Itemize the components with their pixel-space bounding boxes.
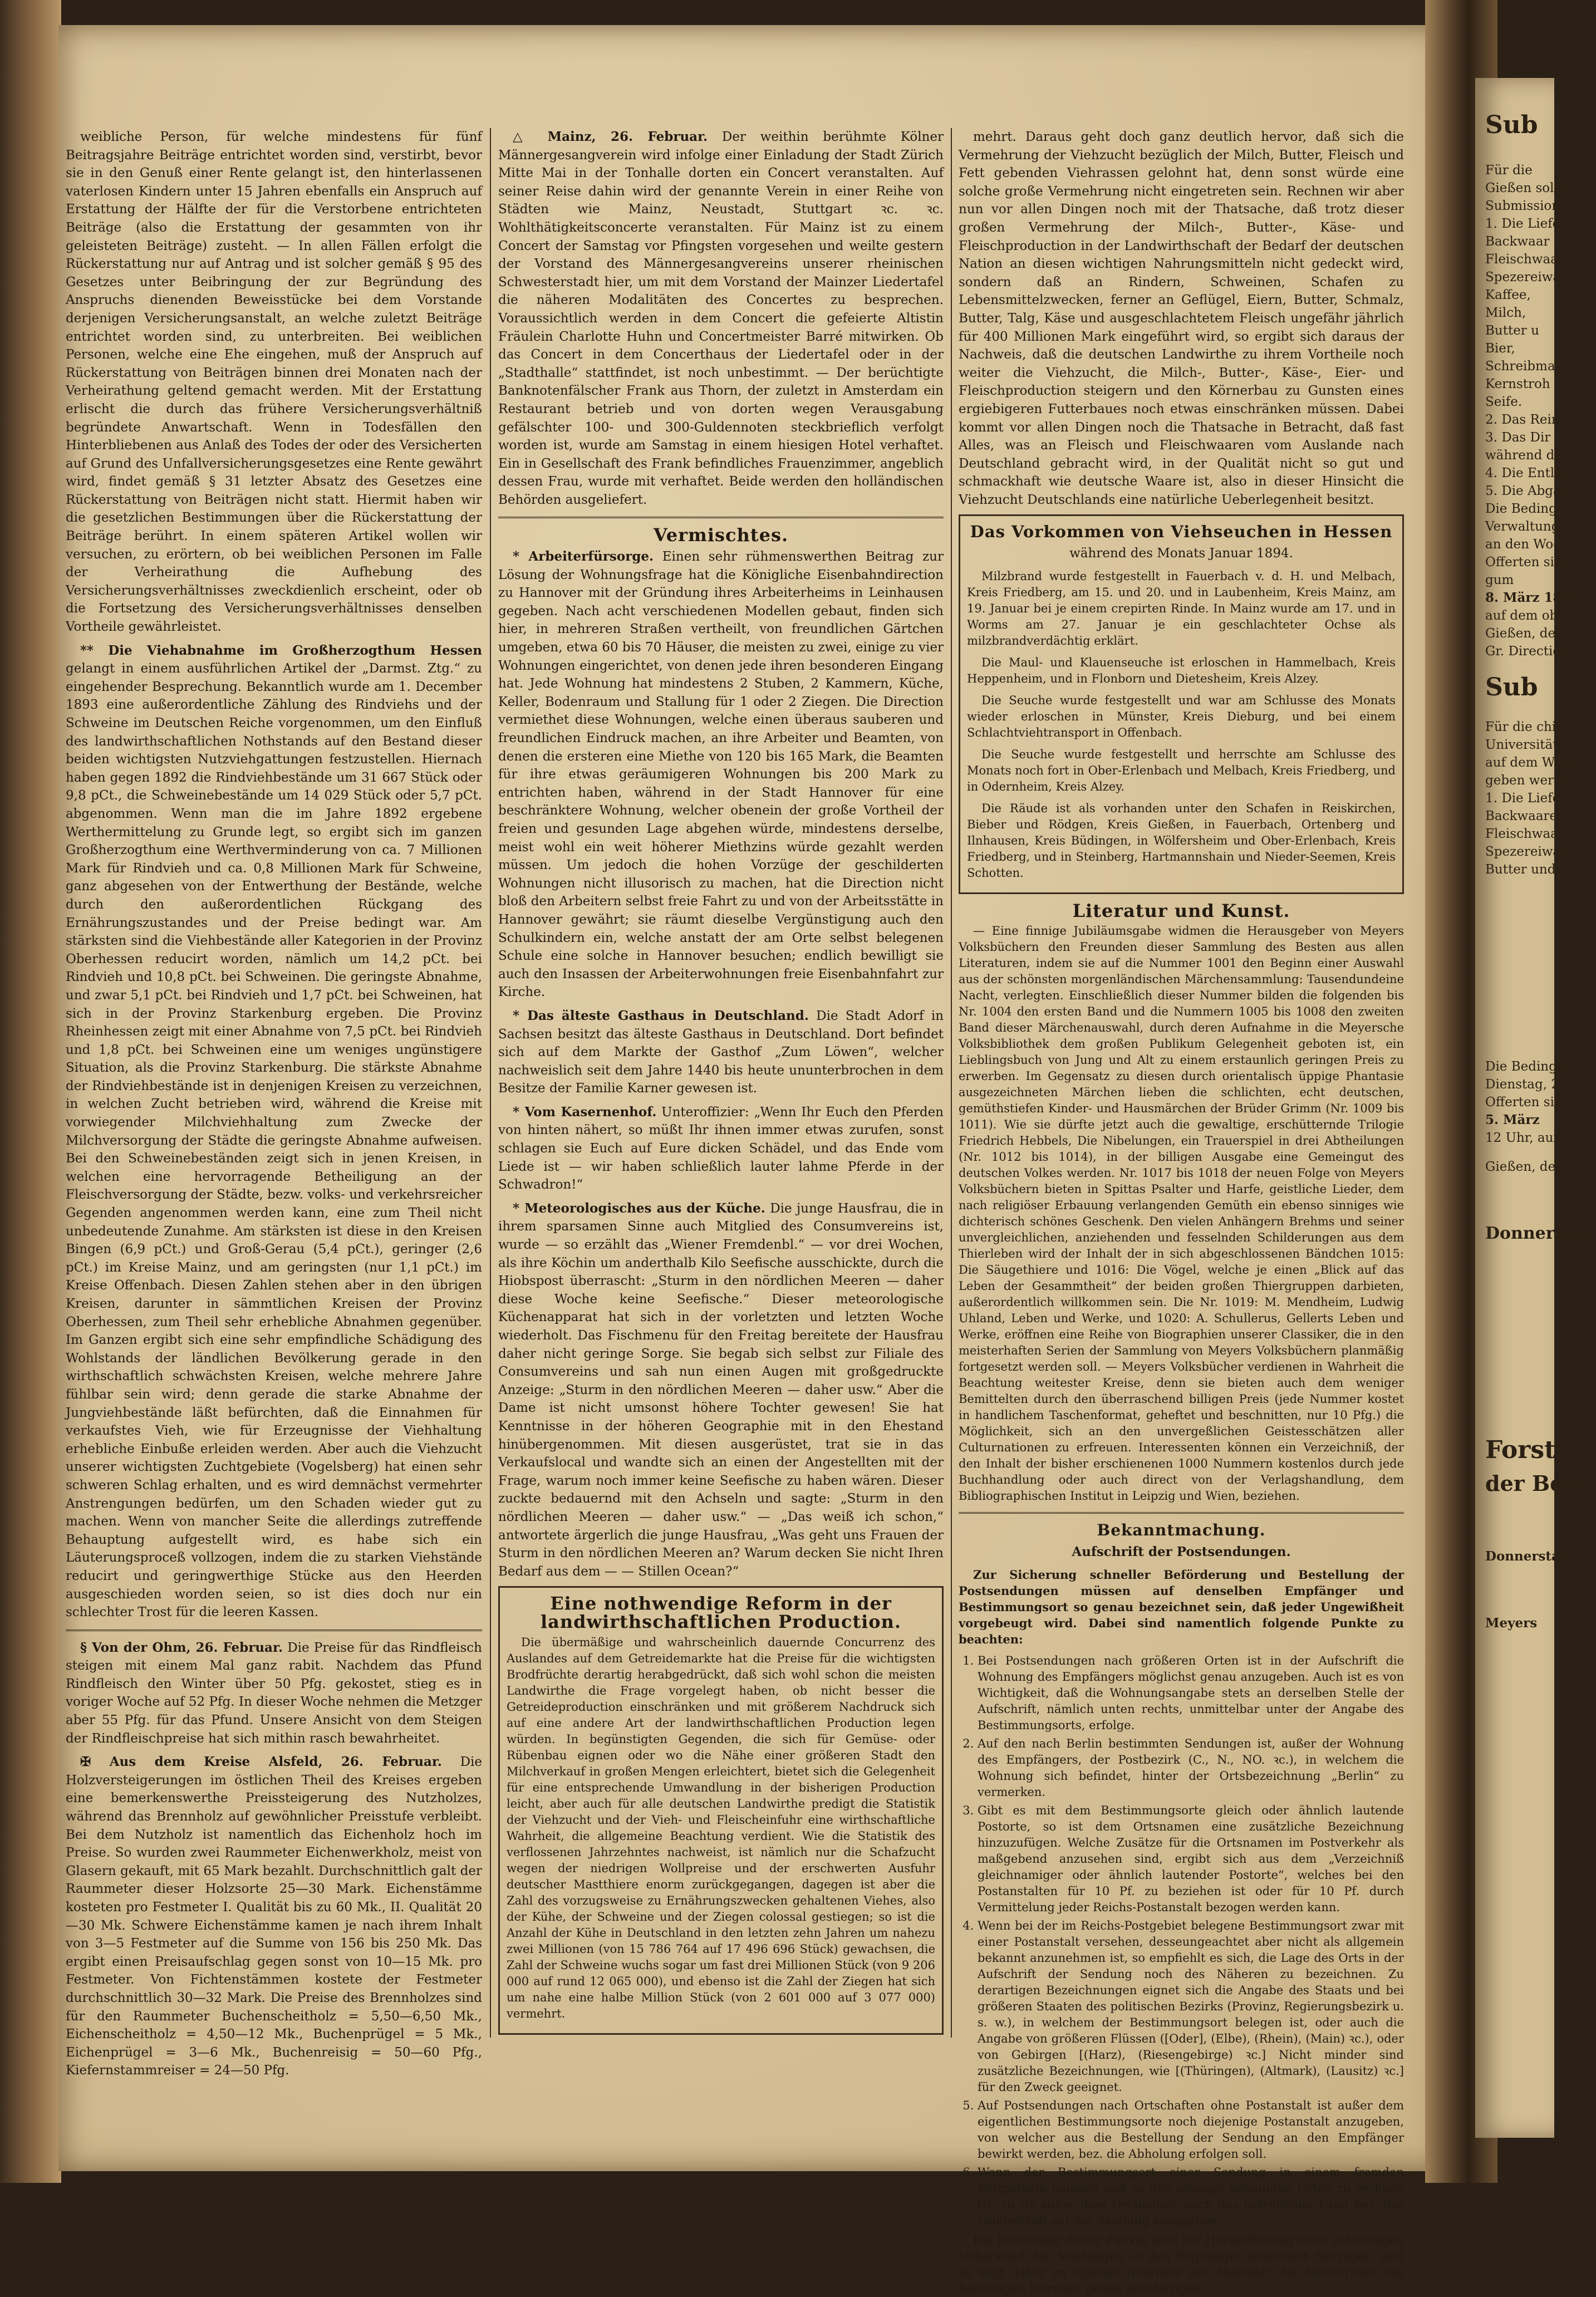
next-page-line: Gießen, der	[1485, 626, 1562, 641]
paragraph-seuche-erloschen: Die Seuche wurde festgestellt und war am Schlusse des Monats wieder erloschen in Münster, Kreis Dieburg, und bei einem Schlachtviehtransport in Offenbach.	[967, 693, 1396, 739]
paragraph-maulseuche: Die Maul- und Klauenseuche ist erloschen in Hammelbach, Kreis Heppenheim, und in Flonborn und Dietesheim, Kreis Alzey.	[967, 655, 1396, 685]
list-item: 6. Wenn der Bestimmungsort einer Sendung in einem fremden Postgebiete belegen und zu den weniger bekannten Orten zu rechnen ist, so ist außer dem Ortsnamen noch das betreffende Land bez. der Landestheil auf der Sendung anzugeben.	[978, 2165, 1404, 2229]
next-page-line: 5. März	[1485, 1112, 1540, 1127]
paragraph-post-closing: Die Beachtung dieser Punkte wird zur Herbeiführung einer schleunigen Ueberkunft der Sendungen an den Empfänger wesentlich beitragen, und es liegt daher im eigenen Interesse der Absender, die Aufschriften der Sendungen hiernach genau anzufertigen.	[959, 2234, 1404, 2296]
text-ohm: Die Preise für das Rindfleisch steigen mit einem Mal ganz rabit. Nachdem das Pfund Rindfleisch den Winter über 50 Pfg. gekostet, stieg es in voriger Woche auf 52 Pfg. In dieser Woche nehmen die Metzger aber 55 Pfg. für das Pfund. Unsere Ansicht von dem Steigen der Rindfleischpreise hat sich mithin rasch bewahrheitet.	[66, 1640, 482, 1746]
next-page-line: Kaffee,	[1485, 288, 1531, 302]
lead-ohm: § Von der Ohm, 26. Februar.	[80, 1640, 283, 1655]
next-page-heading: Sub	[1485, 673, 1538, 701]
next-page-line: Gießen, der	[1485, 1160, 1562, 1174]
article-subheading-viehseuchen: während des Monats Januar 1894.	[1069, 546, 1293, 561]
next-page-line: geben werden:	[1485, 773, 1582, 788]
text-arbeiterfuersorge: Einen sehr rühmenswerthen Beitrag zur Lösung der Wohnungsfrage hat die Königliche Eisenbahndirection zu Hannover mit der Gründung ihres Arbeiterheims in Leinhausen gegeben. Nach acht verschiedenen Modellen gebaut, finden sich hier, in mehreren Straßen vertheilt, von freundlichen Gärtchen umgeben, etwa 60 bis 70 Häuser, die meisten zu zwei, einige zu vier Wohnungen eingerichtet, von denen jede ihren besonderen Eingang hat. Jede Wohnung hat mindestens 2 Stuben, 2 Kammern, Küche, Keller, Bodenraum und Stallung für 1 oder 2 Ziegen. Die Direction vermiethet diese Wohnungen, welche einen überaus sauberen und freundlichen Eindruck machen, an ihre Arbeiter und Beamten, von denen die ersteren eine Miethe von 120 bis 165 Mark, die Beamten für ihre etwas geräumigeren Wohnungen bis 200 Mark zu entrichten haben, während in der Stadt Hannover für eine beschränktere Wohnung, welcher obenein der große Vortheil der freien und gesunden Lage abgehen würde, mindestens derselbe, meist wohl ein weit höherer Miethzins würde gezahlt werden müssen. Um jedoch die hohen Vorzüge der geschilderten Wohnungen nicht illusorisch zu machen, hat die Direction nicht bloß den Arbeitern selbst freie Fahrt zu und von der Arbeitsstätte in Hannover gewährt; sie räumt dieselbe Vergünstigung auch den Schulkindern ein, welche anstatt der am Orte selbst belegenen Schule eine solche in Hannover besuchen; endlich bewilligt sie auch den Insassen der Arbeiterwohnungen freie Eisenbahnfahrt zur Kirche.	[498, 549, 944, 1000]
article-heading-viehseuchen: Das Vorkommen von Viehseuchen in Hessen	[970, 522, 1393, 542]
paragraph-reform-continued: mehrt. Daraus geht doch ganz deutlich hervor, daß sich die Vermehrung der Viehzucht bezüglich der Milch, Butter, Fleisch und Fett gebenden Viehrassen gelohnt hat, denn sonst würde eine solche große Vermehrung nicht eingetreten sein. Rechnen wir aber nun vor allen Dingen noch mit der Thatsache, daß trotz dieser großen Vermehrung der Milch-, Butter-, Käse- und Fleischproduction in der Landwirthschaft der Bedarf der deutschen Nation an diesen wichtigen Nahrungsmitteln nicht gedeckt wird, sondern daß an Rindern, Schweinen, Schafen zu Lebensmittelzwecken, ferner an Geflügel, Eiern, Butter, Schmalz, Butter, Talg, Käse und ausgeschlachtetem Fleisch ungefähr jährlich für 400 Millionen Mark eingeführt wird, so ergibt sich daraus der Nachweis, daß die deutschen Landwirthe zu ihrem Vortheile noch weiter die Viehzucht, die Milch-, Butter-, Käse-, Eier- und Fleischproduction steigern und den Körnerbau zu Gunsten eines ergiebigeren Futterbaues noch etwas einschränken müssen. Dabei kommt vor allen Dingen noch die Thatsache in Betracht, daß fast Alles, was an Fleisch und Fleischwaaren vom Auslande nach Deutschland gebracht wird, in der Qualität nicht so gut und schmackhaft wie deutsche Waare ist, also in dieser Hinsicht die Viehzucht Deutschlands eine natürliche Ueberlegenheit besitzt.	[959, 130, 1404, 507]
lead-kasernenhof: * Vom Kasernenhof.	[513, 1104, 657, 1120]
paragraph-kasernenhof	[498, 1103, 944, 1194]
paragraph-alsfeld	[66, 1753, 482, 2080]
divider	[959, 1512, 1404, 1514]
next-page-line: Butter und	[1485, 862, 1556, 877]
next-page-heading: der Bers	[1485, 1471, 1587, 1496]
next-page-line: Dienstag, 27	[1485, 1077, 1568, 1092]
lead-mainz: △ Mainz, 26. Februar.	[513, 129, 708, 144]
paragraph-literatur: — Eine finnige Jubiläumsgabe widmen die Herausgeber von Meyers Volksbüchern den Freunden dieser Sammlung des Besten aus allen Literaturen, indem sie auf die Nummer 1001 den Beginn einer Auswahl aus der schönsten morgenländischen Märchensammlung: Tausendundeine Nacht, verlegten. Einschließlich dieser Nummer bilden die folgenden bis Nr. 1004 den ersten Band und die Nummern 1005 bis 1008 den zweiten Band dieser Märchenauswahl, durch deren Aufnahme in die Meyersche Volksbibliothek dem großen Publikum Gelegenheit geboten ist, ein Lieblingsbuch von Jung und Alt zu einem erstaunlich geringen Preis zu erwerben. Im Gegensatz zu diesen durch orientalisch üppige Phantasie ausgezeichneten Märchen lieben die schlichten, echt deutschen, gemüthstiefen Kinder- und Hausmärchen der Brüder Grimm (Nr. 1009 bis 1011). Wie sie dürfte jetzt auch die gewaltige, erschütternde Trilogie Friedrich Hebbels, Die Nibelungen, ein Trauerspiel in drei Abtheilungen (Nr. 1012 bis 1014), in der billigen Ausgabe eine Gemeingut des deutschen Volkes werden. Nr. 1017 bis 1018 der neuen Folge von Meyers Volksbüchern bieten in Spittas Psalter und Harfe, geistliche Lieder, dem nach religiöser Erbauung verlangenden Gemüth ein ebenso sinniges wie dichterisch schönes Geschenk. Den vielen Anhängern Brehms und seiner unvergleichlichen, anziehenden und fesselnden Schilderungen aus dem Thierleben wird der Inhalt der in sich abgeschlossenen Bändchen 1015: Die Säugethiere und 1016: Die Vögel, welche je einen „Blick auf das Leben der Gesammtheit“ der beiden großen Thiergruppen darbieten, außerordentlich willkommen sein. Die Nr. 1019: M. Mendheim, Ludwig Uhland, Leben und Werke, und 1020: A. Schullerus, Gellerts Leben und Werke, eröffnen eine Reihe von Biographien unserer Classiker, die in den meisterhaften Serien der Sammlung von Meyers Volksbüchern planmäßig fortgesetzt werden soll. — Meyers Volksbücher verdienen in Wahrheit die Beachtung weitester Kreise, denn sie bieten auch dem weniger Bemittelten durch den überraschend billigen Preis (jede Nummer kostet in handlichem Taschenformat, geheftet und beschnitten, nur 10 Pfg.) die Möglichkeit, sich an den unvergeßlichen Geistesschätzen aller Culturnationen zu erfreuen. Interessenten können ein Verzeichniß, der den Inhalt der bisher erschienenen 1000 Nummern kostenlos durch jede Buchhandlung oder auch direct von der Verlagshandlung, dem Bibliographischen Institut in Leipzig und Wien, beziehen.	[959, 924, 1404, 1503]
list-item: 2. Auf den nach Berlin bestimmten Sendungen ist, außer der Wohnung des Empfängers, der Postbezirk (C., N., NO. ꝛc.), in welchem die Wohnung sich befindet, hinter der Ortsbezeichnung „Berlin“ zu vermerken.	[978, 1736, 1404, 1800]
next-page-line: gum	[1485, 573, 1514, 587]
column-rule-1	[490, 128, 491, 2038]
text-kueche: Die junge Hausfrau, die in ihrem sparsamen Sinne auch Mitglied des Consumvereins ist, wurde — so erzählt das „Wiener Fremdenbl.“ — vor drei Wochen, als ihre Köchin um anderthalb Kilo Seefische ausschickte, durch die Hiobspost überrascht: „Sturm in den nördlichen Meeren — daher diese Woche keine Seefische.“ Dieser meteorologische Küchenapparat hat sich in der vorletzten und letzten Woche wiederholt. Das Fischmenu für den Freitag bereitete der Hausfrau daher nicht geringe Sorge. Sie begab sich selbst zur Filiale des Consumvereins und sah nun einen Augen mit großgedruckte Anzeige: „Sturm in den nördlichen Meeren — daher usw.“ Aber die Dame ist nicht umsonst höhere Tochter gewesen! Sie hat Kenntnisse in der höheren Geographie mit in den Ehestand hinübergenommen. Mit diesen ausgerüstet, trat sie in das Verkaufslocal und wandte sich an einen der Angestellten mit der Frage, warum noch immer keine Seefische zu haben wären. Dieser zuckte bedauernd mit den Achseln und sagte: „Sturm in den nördlichen Meeren — daher usw.“ — „Das weiß ich schon,“ antwortete ärgerlich die junge Hausfrau, „Was geht uns Frauen der Sturm in den nördlichen Meeren an? Warum decken Sie nicht Ihren Bedarf aus dem — — Stillen Ocean?“	[498, 1201, 944, 1579]
next-page-line: an den Wochent	[1485, 537, 1590, 552]
next-page-line: 5. Die Abgab	[1485, 484, 1569, 498]
next-page-line: auf dem obe	[1485, 608, 1565, 623]
next-page-line: Spezereiwaa	[1485, 845, 1568, 859]
subheading-postsendungen: Aufschrift der Postsendungen.	[1072, 1544, 1291, 1559]
column-2	[498, 128, 944, 2038]
next-page-line: Backwaaren,	[1485, 809, 1570, 823]
next-page-line: 8. März 1894	[1485, 590, 1580, 605]
next-page-line: Fleischwaar	[1485, 252, 1564, 267]
next-page-line: Milch,	[1485, 306, 1526, 320]
next-page-heading: Sub	[1485, 111, 1538, 139]
divider	[66, 1630, 482, 1631]
section-heading-literatur: Literatur und Kunst.	[1072, 900, 1290, 921]
next-page-line: während des	[1485, 448, 1569, 463]
next-page-line: Gr. Direction	[1485, 644, 1569, 659]
column-1	[66, 128, 483, 2078]
lead-gasthaus: * Das älteste Gasthaus in Deutschland.	[513, 1008, 809, 1023]
paragraph-livestock-decline	[66, 642, 482, 1622]
next-page-line: Gießen sollen	[1485, 181, 1574, 195]
next-page-line: Butter u	[1485, 323, 1539, 338]
list-item: 1. Bei Postsendungen nach größeren Orten ist in der Aufschrift die Wohnung des Empfängers möglichst genau anzugeben. Auch ist es von Wichtigkeit, daß die Wohnungsangabe stets an derselben Stelle der Aufschrift, nämlich unten rechts, unmittelbar unter der Angabe des Bestimmungsorts, erfolge.	[978, 1653, 1404, 1734]
list-item: 4. Wenn bei der im Reichs-Postgebiet belegene Bestimmungsort zwar mit einer Postanstalt versehen, desseungeachtet aber nicht als allgemein bekannt anzunehmen ist, so empfiehlt es sich, die Lage des Orts in der Aufschrift der Sendung noch des Näheren zu bezeichnen. Zu derartigen Bezeichnungen eignet sich die Angabe des Staats und bei größeren Staaten des politischen Bezirks (Provinz, Regierungsbezirk u. s. w.), in welchem der Bestimmungsort belegen ist, oder auch die Angabe von größeren Flüssen ([Oder], (Elbe), (Rhein), (Main) ꝛc.), oder von Gebirgen [(Harz), (Riesengebirge) ꝛc.] Nicht minder sind zusätzliche Bezeichnungen, wie [(Thüringen), (Altmark), (Lausitz) ꝛc.] für den Zweck geeignet.	[978, 1918, 1404, 2095]
section-heading-vermischtes: Vermischtes.	[653, 524, 789, 546]
next-page-line: 1. Die Liefer	[1485, 217, 1566, 231]
paragraph-raeude: Die Räude ist als vorhanden unter den Schafen in Reiskirchen, Bieber und Rödgen, Kreis Gießen, in Fauerbach, Ortenberg und Ilnhausen, Kreis Büdingen, in Wölfersheim und Ober-Erlenbach, Kreis Friedberg, und in Steinberg, Hartmannshain und Nieder-Seemen, Kreis Schotten.	[967, 801, 1396, 880]
next-page-line: Verwaltungsbure	[1485, 519, 1596, 534]
next-page-heading: Forst	[1485, 1436, 1556, 1464]
paragraph-gasthaus	[498, 1007, 944, 1098]
text-kasernenhof: Unteroffizier: „Wenn Ihr Euch den Pferden von hinten nähert, so müßt Ihr ihnen immer etwas zurufen, sonst schlagen sie Euch auf Eure dicken Schädel, und das Ende vom Liede ist — wir haben schließlich lauter lahme Pferde in der Schwadron!“	[498, 1105, 944, 1192]
section-heading-bekanntmachung: Bekanntmachung.	[1097, 1521, 1266, 1540]
next-page-line: Die Bedingun	[1485, 1059, 1574, 1074]
next-page-line: Für die chirur	[1485, 720, 1577, 734]
text-livestock-decline: gelangt in einem ausführlichen Artikel der „Darmst. Ztg.“ zu eingehender Besprechung. Bekanntlich wurde am 1. December 1893 eine außerordentliche Zählung des Rindviehs und der Schweine im Deutschen Reiche vorgenommen, um den Einfluß des landwirthschaftlichen Nothstands auf den Bestand dieser beiden wichtigsten Nutzviehgattungen festzustellen. Hiernach haben gegen 1892 die Rindviehbestände um 31 667 Stück oder 9,8 pCt., die Schweinebestände um 14 029 Stück oder 5,7 pCt. abgenommen. Wenn man die im Jahre 1892 ergebene Werthermittelung zu Grunde legt, so ergibt sich im ganzen Großherzogthum eine Werthverminderung von ca. 7 Millionen Mark für Rindvieh und ca. 0,8 Millionen Mark für Schweine, ganz abgesehen von der Entwerthung der Bestände, welche durch den außerordentlichen Rückgang des Ernährungszustandes und der Preise bedingt war. Am stärksten sind die Viehbestände aller Kategorien in der Provinz Oberhessen reducirt worden, nämlich um 14,2 pCt. bei Rindvieh und 10,8 pCt. bei Schweinen. Die geringste Abnahme, und zwar 5,1 pCt. bei Rindvieh und 1,7 pCt. bei Schweinen, hat sich in der Provinz Starkenburg ergeben. Die Provinz Rheinhessen zeigt mit einer Abnahme von 7,5 pCt. bei Rindvieh und 1,8 pCt. bei Schweinen eine um weniges ungünstigere Situation, als die Provinz Starkenburg. Die stärkste Abnahme der Rindviehbestände ist in denjenigen Kreisen zu verzeichnen, in welchen Zucht betrieben wird, während die Kreise mit vorwiegender Milchviehhaltung zum Zwecke der Milchversorgung der Städte die geringste Abnahme aufweisen. Bei den Schweinebeständen zeigt sich in jenen Kreisen, in welchen eine hervorragende Betheiligung an der Fleischversorgung der Städte, bezw. volks- und verkehrsreicher Gegenden angenommen werden kann, eine zum Theil nicht unbedeutende Zunahme. Am stärksten ist diese in den Kreisen Bingen (6,9 pCt.) und Groß-Gerau (5,4 pCt.), geringer (2,6 pCt.) im Kreise Mainz, und am geringsten (nur 1,1 pCt.) im Kreise Offenbach. Diesen Zahlen stehen aber in den übrigen Kreisen, darunter in sämmtlichen Kreisen der Provinz Oberhessen, zum Theil sehr erhebliche Abnahmen gegenüber. Im Ganzen ergibt sich eine sehr empfindliche Schädigung des Wohlstands der ländlichen Bevölkerung gerade in den wirthschaftlich schwächsten Kreisen, welche mehrere Jahre fühlbar sein wird; denn gerade die starke Abnahme der Jungviehbestände läßt befürchten, daß die Einnahmen für verkaufstes Vieh, wie für Erzeugnisse der Viehhaltung erhebliche Einbuße erleiden werden. Aber auch die Viehzucht unserer wichtigsten Zuchtgebiete (Vogelsberg) hat einen sehr schweren Schlag erhalten, und es wird demnächst vermehrter Anstrengungen bedürfen, um den Schaden wieder gut zu machen. Wenn von mancher Seite die allerdings zutreffende Behauptung aufgestellt wird, es habe sich ein Läuterungsproceß vollzogen, indem die zu starken Viehstände reducirt und geringwerthige Stücke aus den Heerden ausgeschieden worden seien, so ist dies doch nur ein schlechter Trost für die leeren Kassen.	[66, 661, 482, 1620]
paragraph-kueche	[498, 1200, 944, 1581]
lead-alsfeld: ✠ Aus dem Kreise Alsfeld, 26. Februar.	[80, 1754, 442, 1770]
article-heading-reform: Eine nothwendige Reform in der landwirthschaftlichen Production.	[540, 1593, 902, 1632]
next-page-line: Schreibma	[1485, 359, 1555, 374]
next-page-line: 2. Das Reini	[1485, 413, 1564, 427]
post-rules-list	[959, 1653, 1404, 2229]
article-text-reform: Die übermäßige und wahrscheinlich dauernde Concurrenz des Auslandes auf dem Getreidemarkte hat die Preise für die wichtigsten Brodfrüchte derartig herabgedrückt, daß sich wohl schon die meisten Landwirthe die Frage vorgelegt haben, ob nicht besser die Getreideproduction einschränken und mit größerem Nachdruck sich auf eine andere Art der landwirthschaftlichen Production legen würden. In begünstigten Gegenden, die sich für Gemüse- oder Rübenbau eignen oder wo die Nähe einer größeren Stadt den Milchverkauf in großen Mengen erleichtert, bietet sich die Gelegenheit für eine entsprechende Umwandlung in der bisherigen Production leicht, aber auch für alle deutschen Landwirthe predigt die Statistik der Viehzucht und der Vieh- und Fleischeinfuhr eine wirthschaftliche Wahrheit, die allgemeine Beachtung verdient. Wie die Statistik des verflossenen Jahrzehntes nachweist, ist nämlich nur die Schafzucht wegen der niedrigen Wollpreise und der erschwerten Ausfuhr deutscher Mastthiere enorm zurückgegangen, dagegen ist aber die Zahl des vorzugsweise zu Ernährungszwecken gehaltenen Viehes, also der Kühe, der Schweine und der Ziegen colossal gestiegen; so ist die Anzahl der Kühe in Deutschland in den letzten zehn Jahren um nahezu zwei Millionen (von 15 786 764 auf 17 496 696 Stück) gewachsen, die Zahl der Schweine wuchs sogar um fast drei Millionen Stück (von 9 206 000 auf rund 12 065 000), und ebenso ist die Zahl der Ziegen hat sich um nahe eine halbe Million Stück (von 2 601 000 auf 3 077 000) vermehrt.	[507, 1635, 935, 2020]
next-page-line: Fleischwaar	[1485, 827, 1564, 841]
lead-livestock-decline: ** Die Viehabnahme im Großherzogthum Hessen	[80, 642, 482, 658]
next-page-line: Donnerstag	[1485, 1549, 1569, 1564]
paragraph-milzbrand: Milzbrand wurde festgestellt in Fauerbach v. d. H. und Melbach, Kreis Friedberg, am 15. und 20. und in Laubenheim, Kreis Mainz, am 19. Januar bei je einem crepirten Rinde. In Mainz wurde am 17. und in Worms am 27. Januar je ein geschlachteter Ochse als milzbrandverdächtig erklärt.	[967, 569, 1396, 647]
next-page-line: Spezereiwaar	[1485, 270, 1574, 284]
lead-kueche: * Meteorologisches aus der Küche.	[513, 1200, 765, 1216]
text-mainz: Der weithin berühmte Kölner Männergesangverein wird infolge einer Einladung der Stadt Zürich Mitte Mai in der Tonhalle dorten ein Concert veranstalten. Auf seiner Reise dahin wird der genannte Verein in einer Reihe von Städten wie Mainz, Neustadt, Stuttgart ꝛc. ꝛc. Wohlthätigkeitsconcerte veranstalten. Für Mainz ist zu einem Concert der Samstag vor Pfingsten vorgesehen und weilte gestern der Vorstand des Männergesangvereins unserer rheinischen Schwesterstadt hier, um mit dem Vorstand der Mainzer Liedertafel die näheren Modalitäten des Concertes zu besprechen. Voraussichtlich werden in dem Concert die gefeierte Altistin Fräulein Charlotte Huhn und Concertmeister Barré mitwirken. Ob das Concert in dem Concerthaus der Liedertafel oder in der „Stadthalle“ stattfindet, ist noch unbestimmt. — Der berüchtigte Banknotenfälscher Frank aus Thorn, der zuletzt in Amsterdam ein Restaurant betrieb und von dorten wegen Verausgabung gefälschter 100- und 300-Guldennoten steckbrieflich verfolgt worden ist, wurde am Samstag in einem hiesigen Hotel verhaftet. Ein in Gesellschaft des Frank befindliches Frauenzimmer, angeblich dessen Frau, wurde mit verhaftet. Beide werden den holländischen Behörden ausgeliefert.	[498, 130, 944, 507]
adjacent-page	[1475, 78, 1596, 2138]
paragraph-mainz	[498, 128, 944, 509]
column-3	[959, 128, 1404, 2296]
article-box-reform	[498, 1586, 944, 2034]
text-alsfeld: Die Holzversteigerungen im östlichen Theil des Kreises ergeben eine bemerkenswerthe Preissteigerung des Nutzholzes, während das Brennholz auf gewöhnlicher Preisstufe verbleibt. Bei dem Nutzholz ist namentlich das Eichenholz hoch im Preise. So wurden zwei Raummeter Eichenwerkholz, meist von Glasern gekauft, mit 65 Mark bezahlt. Durchschnittlich galt der Raummeter dieser Holzsorte 25—30 Mark. Eichenstämme kosteten pro Festmeter I. Qualität bis zu 60 Mk., II. Qualität 20—30 Mk. Schwere Eichenstämme kamen je nach ihrem Inhalt von 3—5 Festmeter auf die Summe von 156 bis 250 Mk. Das ergibt einen Preisaufschlag gegen sonst von 10—15 Mk. pro Festmeter. Von Fichtenstämmen kostete der Festmeter durchschnittlich 30—32 Mark. Die Preise des Brennholzes sind für den Raummeter Buchenscheitholz = 5,50—6,50 Mk., Eichenscheitholz = 4,50—12 Mk., Buchenprügel = 5 Mk., Eichenprügel = 3—6 Mk., Buchenreisig = 50—60 Pfg., Kiefernstammreiser = 24—50 Pfg.	[66, 1755, 483, 2078]
paragraph-insurance: weibliche Person, für welche mindestens für fünf Beitragsjahre Beiträge entrichtet worden sind, verstirbt, bevor sie in den Genuß einer Rente gelangt ist, den hinterlassenen vaterlosen Kindern unter 15 Jahren ebenfalls ein Anspruch auf Erstattung der Hälfte der für die Verstorbene entrichteten Beiträge (also die Erstattung der gesammten von ihr geleisteten Beiträge) zusteht. — In allen Fällen erfolgt die Rückerstattung nur auf Antrag und ist solcher gemäß § 95 des Gesetzes unter Beibringung der zur Begründung des Anspruchs dienenden Beweisstücke bei dem Vorstande derjenigen Versicherungsanstalt, an welche zuletzt Beiträge entrichtet worden sind, zu unterbreiten. Bei weiblichen Personen, welche eine Ehe eingehen, muß der Anspruch auf Rückerstattung von Beiträgen binnen drei Monaten nach der Verheirathung geltend gemacht werden. Mit der Erstattung erlischt die durch das frühere Versicherungsverhältniß begründete Anwartschaft. Wenn in Todesfällen den Hinterbliebenen aus Anlaß des Todes der oder des Versicherten auf Grund des Unfallversicherungsgesetzes eine Rente gewährt wird, findet gemäß § 31 letzter Absatz des Gesetzes eine Rückerstattung von Beiträgen nicht statt. Hiermit haben wir die gesetzlichen Bestimmungen über die Rückerstattung der Beiträge berührt. In einem späteren Artikel wollen wir versuchen, zu erörtern, ob bei weiblichen Personen im Falle der Verheirathung die Aufhebung des Versicherungsverhältnisses zweckdienlich erscheint, oder ob die Fortsetzung des Versicherungsverhältnisses denselben Vortheile gewährleistet.	[66, 130, 482, 635]
next-page-line: Donnerstag	[1485, 1224, 1594, 1243]
next-page-line: 3. Das Dir	[1485, 430, 1551, 445]
next-page-line: Backwaar	[1485, 234, 1550, 249]
lead-arbeiterfuersorge: * Arbeiterfürsorge.	[513, 549, 654, 565]
paragraph-post-intro: Zur Sicherung schneller Beförderung und Bestellung der Postsendungen müssen auf denselben Empfänger und Bestimmungsort so genau bezeichnet sein, daß jeder Ungewißheit vorgebeugt wird. Dabei sind namentlich folgende Punkte zu beachten:	[959, 1568, 1404, 1647]
book-edge-left	[0, 0, 61, 2183]
next-page-line: Seife.	[1485, 395, 1523, 409]
next-page-line: auf dem Wege	[1485, 755, 1578, 770]
paragraph-arbeiterfuersorge	[498, 548, 944, 1002]
divider	[498, 517, 944, 518]
next-page-line: 4. Die Entleer	[1485, 466, 1576, 480]
text-gasthaus: Die Stadt Adorf in Sachsen besitzt das älteste Gasthaus in Deutschland. Dort befindet sich auf dem Markte der Gasthof „Zum Löwen“, welcher nachweislich seit dem Jahre 1440 bis heute ununterbrochen in dem Besitze der Familie Karner gewesen ist.	[498, 1008, 944, 1096]
list-item: 3. Gibt es mit dem Bestimmungsorte gleich oder ähnlich lautende Postorte, so ist dem Ortsnamen eine zusätzliche Bezeichnung hinzuzufügen. Welche Zusätze für die Ortsnamen im Postverkehr als maßgebend anzusehen sind, ergibt sich aus dem „Verzeichniß gleichnamiger oder ähnlich lautender Postorte“, welches bei den Postanstalten für 10 Pf. zu beziehen ist oder für 10 Pf. durch Vermittelung jeder Reichs-Postanstalt bezogen werden kann.	[978, 1803, 1404, 1916]
next-page-line: Kernstroh	[1485, 377, 1550, 391]
next-page-line: Offerten sind	[1485, 555, 1571, 570]
paragraph-seuche-fort: Die Seuche wurde festgestellt und herrschte am Schlusse des Monats noch fort in Ober-Erlenbach und Melbach, Kreis Friedberg, und in Odernheim, Kreis Alzey.	[967, 747, 1396, 793]
next-page-line: 1. Die Lieferu	[1485, 791, 1575, 806]
paragraph-ohm	[66, 1639, 482, 1748]
column-rule-2	[951, 128, 952, 2038]
next-page-line: Die Bedingu	[1485, 502, 1565, 516]
next-page-line: Bier,	[1485, 341, 1515, 356]
next-page-line: 12 Uhr, auf	[1485, 1131, 1558, 1145]
list-item: 5. Auf Postsendungen nach Ortschaften ohne Postanstalt ist außer dem eigentlichen Bestimmungsorte noch diejenige Postanstalt anzugeben, von welcher aus die Bestellung der Sendung an den Empfänger bewirkt werden, bez. die Abholung erfolgen soll.	[978, 2098, 1404, 2162]
next-page-line: Universitäts-Klin	[1485, 738, 1595, 752]
next-page-line: Für die	[1485, 163, 1533, 178]
next-page-line: Meyers	[1485, 1616, 1538, 1631]
article-box-viehseuchen	[959, 514, 1404, 894]
next-page-line: Submissionsw	[1485, 199, 1578, 213]
next-page-line: Offerten sind	[1485, 1095, 1571, 1110]
